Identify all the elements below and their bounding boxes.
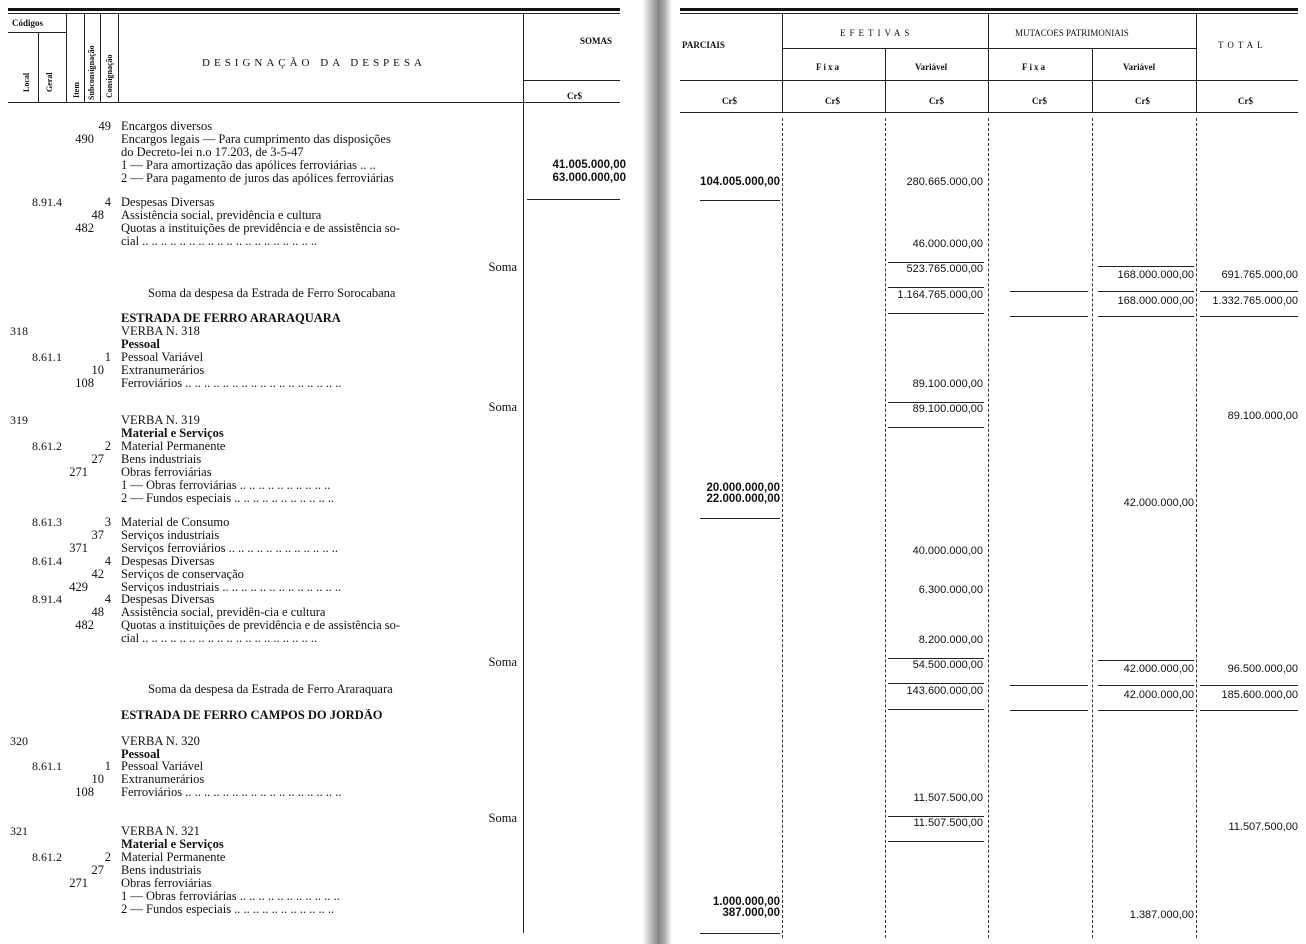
efetivas-variavel-value: 40.000.000,00	[912, 545, 983, 557]
expense-description: Bens industriais	[121, 453, 202, 466]
expense-description: Material e Serviços	[121, 427, 224, 440]
local-code: 8.61.2	[32, 850, 62, 864]
item-code: 429	[69, 580, 88, 594]
expense-description: Quotas a instituições de previdência e de assistência so-	[121, 222, 401, 235]
subconsignacao-label: Subconsignação	[87, 45, 96, 100]
expense-description: Material de Consumo	[121, 516, 230, 529]
expense-description: Bens industriais	[121, 864, 202, 877]
efetivas-variavel-value: 54.500.000,00	[912, 659, 983, 671]
mutacoes-variavel-value: 42.000.000,00	[1123, 663, 1194, 675]
item-label: Item	[72, 82, 81, 98]
parciais-value: 20.000.000,00	[706, 482, 780, 494]
codigos-label: Códigos	[12, 18, 44, 28]
expense-description: Material Permanente	[121, 851, 226, 864]
local-code: 8.61.3	[32, 515, 62, 529]
parciais-value: 104.005.000,00	[700, 176, 780, 188]
item-code: 2	[104, 439, 111, 453]
local-code: 8.61.2	[32, 439, 62, 453]
item-code: 48	[91, 605, 104, 619]
local-code: 8.91.4	[32, 592, 62, 606]
item-code: 2	[104, 850, 111, 864]
variavel2-header: Variável	[1123, 62, 1156, 72]
efetivas-variavel-value: 89.100.000,00	[912, 403, 983, 415]
local-label: Local	[22, 72, 31, 92]
expense-description: VERBA N. 321	[121, 825, 200, 838]
item-code: 108	[75, 785, 94, 799]
expense-description: Extranumerários	[121, 773, 205, 786]
expense-description: Ferroviários .. .. .. .. .. .. .. .. .. .. .. .. .. .. .. .. ..	[121, 786, 342, 799]
somas-value: 41.005.000,00	[552, 159, 626, 171]
expense-description: VERBA N. 320	[121, 735, 200, 748]
item-code: 1	[104, 759, 111, 773]
expense-description: Despesas Diversas	[121, 196, 215, 209]
expense-description: ESTRADA DE FERRO CAMPOS DO JORDÃO	[121, 709, 383, 722]
expense-description: 2 — Para pagamento de juros das apólices ferroviárias	[121, 172, 394, 185]
efetivas-header: EFETIVAS	[840, 28, 914, 38]
soma-label: Soma	[488, 655, 517, 669]
right-top-rule	[680, 8, 1298, 11]
total-value: 96.500.000,00	[1227, 663, 1298, 675]
item-code: 482	[75, 221, 94, 235]
mutacoes-variavel-value: 168.000.000,00	[1117, 295, 1194, 307]
mutacoes-header: MUTACOES PATRIMONIAIS	[1015, 28, 1129, 38]
item-code: 48	[91, 208, 104, 222]
expense-description: Material Permanente	[121, 440, 226, 453]
expense-description: do Decreto-lei n.o 17.203, de 3-5-47	[121, 146, 304, 159]
item-code: 371	[69, 541, 88, 555]
somas-currency: Cr$	[567, 91, 582, 101]
local-code: 8.61.1	[32, 350, 62, 364]
item-code: 4	[104, 195, 111, 209]
efetivas-variavel-value: 1.164.765.000,00	[897, 289, 983, 301]
expense-description: Obras ferroviárias	[121, 466, 212, 479]
item-code: 108	[75, 376, 94, 390]
expense-description: Serviços de conservação	[121, 568, 244, 581]
book-spine	[642, 0, 672, 944]
local-code: 8.61.4	[32, 554, 62, 568]
local-code: 321	[10, 824, 28, 838]
expense-description: Pessoal	[121, 338, 160, 351]
efetivas-variavel-value: 143.600.000,00	[906, 685, 983, 697]
item-code: 271	[69, 465, 88, 479]
expense-description: cial .. .. .. .. .. .. .. .. .. .. .. .. .. .. .. .. .. .. ..	[121, 235, 318, 248]
efetivas-variavel-value: 11.507.500,00	[913, 817, 983, 829]
expense-description: Pessoal	[121, 748, 160, 761]
fixa1-header: Fixa	[816, 62, 841, 72]
parciais-value: 22.000.000,00	[706, 493, 780, 505]
mutacoes-variavel-value: 168.000.000,00	[1117, 269, 1194, 281]
expense-description: Extranumerários	[121, 364, 205, 377]
expense-description: Serviços industriais .. .. .. .. .. .. .. .. .. .. .. .. ..	[121, 581, 342, 594]
somas-value: 63.000.000,00	[552, 172, 626, 184]
local-code: 320	[10, 734, 28, 748]
local-code: 8.61.1	[32, 759, 62, 773]
left-top-rule	[8, 8, 620, 11]
fixa2-header: Fixa	[1022, 62, 1047, 72]
item-code: 37	[91, 528, 104, 542]
total-value: 1.332.765.000,00	[1212, 295, 1298, 307]
expense-description: Pessoal Variável	[121, 351, 204, 364]
geral-label: Geral	[45, 72, 54, 92]
soma-label: Soma	[488, 400, 517, 414]
expense-description: Encargos legais — Para cumprimento das disposições	[121, 133, 391, 146]
item-code: 4	[104, 592, 111, 606]
expense-description: 1 — Obras ferroviárias .. .. .. .. .. .. .. .. .. ..	[121, 479, 331, 492]
efetivas-variavel-value: 6.300.000,00	[918, 584, 983, 596]
expense-description: Serviços ferroviários .. .. .. .. .. .. .. .. .. .. .. ..	[121, 542, 338, 555]
total-value: 11.507.500,00	[1228, 821, 1298, 833]
item-code: 4	[104, 554, 111, 568]
expense-description: 1 — Obras ferroviárias .. .. .. .. .. .. .. .. .. .. ..	[121, 890, 340, 903]
item-code: 10	[91, 772, 104, 786]
efetivas-variavel-value: 46.000.000,00	[912, 238, 983, 250]
efetivas-variavel-value: 89.100.000,00	[912, 378, 983, 390]
total-value: 89.100.000,00	[1227, 410, 1298, 422]
item-code: 482	[75, 618, 94, 632]
expense-description: Despesas Diversas	[121, 593, 215, 606]
consignacao-label: Consignação	[105, 54, 114, 98]
designacao-header: DESIGNAÇÃO DA DESPESA	[202, 57, 426, 69]
parciais-value: 387.000,00	[722, 907, 780, 919]
total-value: 185.600.000,00	[1221, 689, 1298, 701]
item-code: 271	[69, 876, 88, 890]
expense-description: Ferroviários .. .. .. .. .. .. .. .. .. .. .. .. .. .. .. .. ..	[121, 377, 342, 390]
parciais-value: 1.000.000,00	[712, 896, 780, 908]
expense-description: cial .. .. .. .. .. .. .. .. .. .. .. .. .. .. .. .. .. .. ..	[121, 632, 318, 645]
item-code: 1	[104, 350, 111, 364]
efetivas-variavel-value: 523.765.000,00	[906, 263, 983, 275]
local-code: 318	[10, 324, 28, 338]
expense-description: Soma da despesa da Estrada de Ferro Araraquara	[148, 683, 393, 696]
item-code: 490	[75, 132, 94, 146]
mutacoes-variavel-value: 42.000.000,00	[1123, 497, 1194, 509]
parciais-header: PARCIAIS	[682, 40, 725, 50]
expense-description: VERBA N. 319	[121, 414, 200, 427]
expense-description: 2 — Fundos especiais .. .. .. .. .. .. .. .. .. .. ..	[121, 492, 335, 505]
expense-description: Pessoal Variável	[121, 760, 204, 773]
total-value: 691.765.000,00	[1221, 269, 1298, 281]
expense-description: Obras ferroviárias	[121, 877, 212, 890]
expense-description: Serviços industriais	[121, 529, 220, 542]
expense-description: 2 — Fundos especiais .. .. .. .. .. .. .. .. .. .. ..	[121, 903, 335, 916]
item-code: 49	[98, 119, 111, 133]
expense-description: 1 — Para amortização das apólices ferroviárias .. ..	[121, 159, 376, 172]
item-code: 10	[91, 363, 104, 377]
expense-description: Assistência social, previdên-cia e cultura	[121, 606, 326, 619]
variavel1-header: Variável	[915, 62, 948, 72]
soma-label: Soma	[488, 811, 517, 825]
expense-description: Assistência social, previdência e cultura	[121, 209, 322, 222]
mutacoes-variavel-value: 42.000.000,00	[1123, 689, 1194, 701]
item-code: 42	[91, 567, 104, 581]
item-code: 3	[104, 515, 111, 529]
expense-description: ESTRADA DE FERRO ARARAQUARA	[121, 312, 341, 325]
efetivas-variavel-value: 8.200.000,00	[918, 634, 983, 646]
local-code: 8.91.4	[32, 195, 62, 209]
efetivas-variavel-value: 280.665.000,00	[906, 176, 983, 188]
mutacoes-variavel-value: 1.387.000,00	[1129, 909, 1194, 921]
efetivas-variavel-value: 11.507.500,00	[913, 792, 983, 804]
item-code: 27	[91, 863, 104, 877]
item-code: 27	[91, 452, 104, 466]
expense-description: Material e Serviços	[121, 838, 224, 851]
local-code: 319	[10, 413, 28, 427]
expense-description: Quotas a instituições de previdência e de assistência so-	[121, 619, 401, 632]
expense-description: Soma da despesa da Estrada de Ferro Sorocabana	[148, 287, 396, 300]
expense-description: Despesas Diversas	[121, 555, 215, 568]
soma-label: Soma	[488, 260, 517, 274]
expense-description: VERBA N. 318	[121, 325, 200, 338]
somas-header: SOMAS	[580, 36, 613, 46]
expense-description: Encargos diversos	[121, 120, 213, 133]
total-header: TOTAL	[1218, 40, 1267, 50]
